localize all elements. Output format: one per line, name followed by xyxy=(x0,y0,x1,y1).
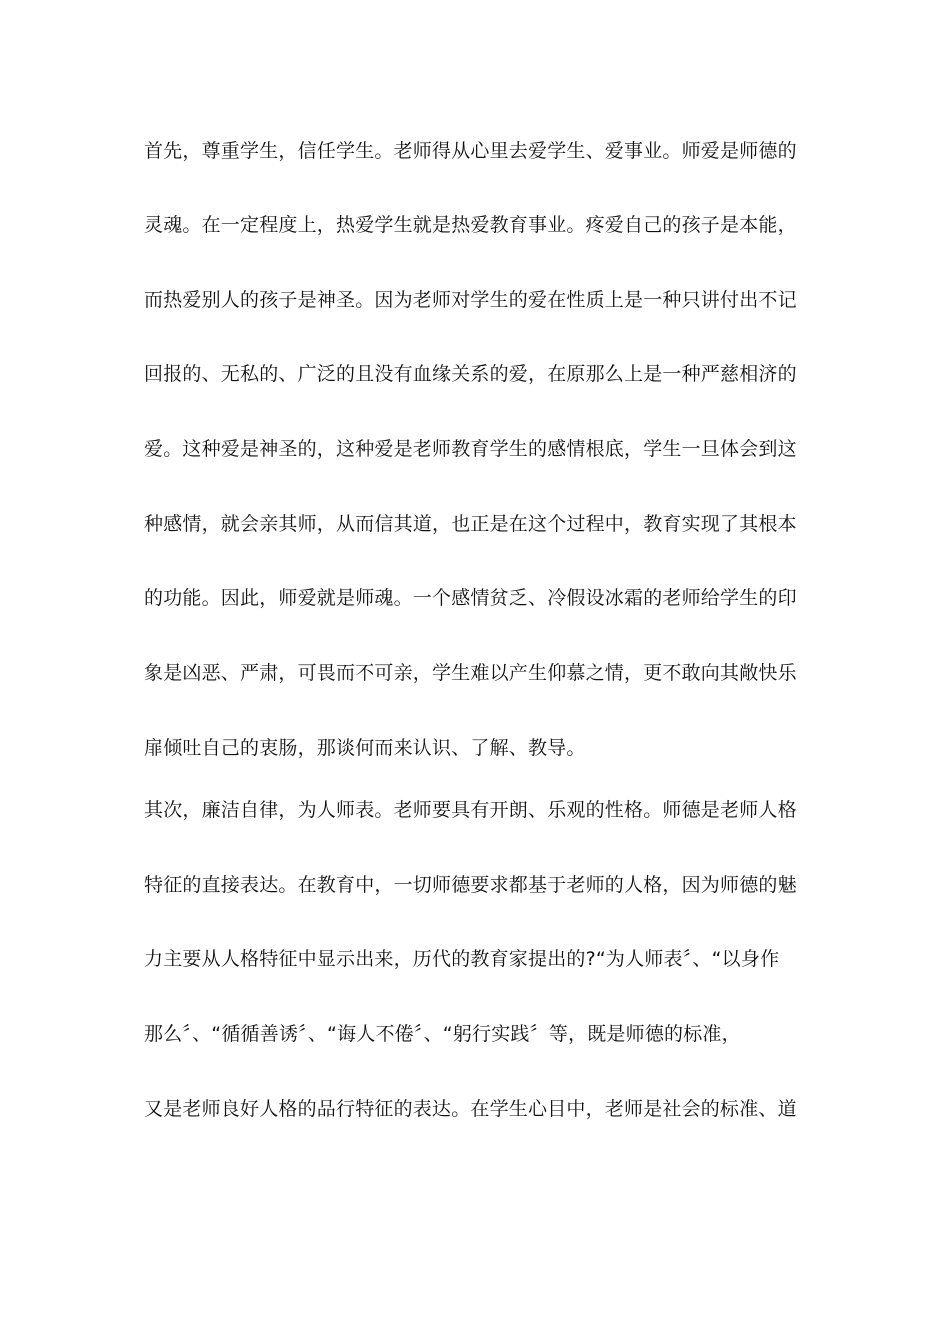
text-line: 爱。这种爱是神圣的，这种爱是老师教育学生的感情根底，学生一旦体会到这 xyxy=(144,438,797,460)
text-line: 象是凶恶、严肃，可畏而不可亲，学生难以产生仰慕之情，更不敢向其敞快乐 xyxy=(144,662,797,684)
text-line: 而热爱别人的孩子是神圣。因为老师对学生的爱在性质上是一种只讲付出不记 xyxy=(144,289,797,311)
text-line: 那么〞、“循循善诱〞、“诲人不倦〞、“躬行实践〞等，既是师德的标准， xyxy=(144,1023,741,1045)
text-line: 扉倾吐自己的衷肠，那谈何而来认识、了解、教导。 xyxy=(144,737,586,759)
text-line: 又是老师良好人格的品行特征的表达。在学生心目中，老师是社会的标准、道 xyxy=(144,1098,797,1120)
text-line: 回报的、无私的、广泛的且没有血缘关系的爱，在原那么上是一种严慈相济的 xyxy=(144,363,797,385)
text-line: 首先，尊重学生，信任学生。老师得从心里去爱学生、爱事业。师爱是师德的 xyxy=(144,140,797,162)
text-line: 的功能。因此，师爱就是师魂。一个感情贫乏、冷假设冰霜的老师给学生的印 xyxy=(144,587,797,609)
text-line: 灵魂。在一定程度上，热爱学生就是热爱教育事业。疼爱自己的孩子是本能， xyxy=(144,214,797,236)
text-line: 力主要从人格特征中显示出来，历代的教育家提出的?“为人师表〞、“以身作 xyxy=(144,948,780,970)
text-line: 其次，廉洁自律，为人师表。老师要具有开朗、乐观的性格。师德是老师人格 xyxy=(144,799,797,821)
text-line: 特征的直接表达。在教育中，一切师德要求都基于老师的人格，因为师德的魅 xyxy=(144,874,797,896)
text-line: 种感情，就会亲其师，从而信其道，也正是在这个过程中，教育实现了其根本 xyxy=(144,513,797,535)
